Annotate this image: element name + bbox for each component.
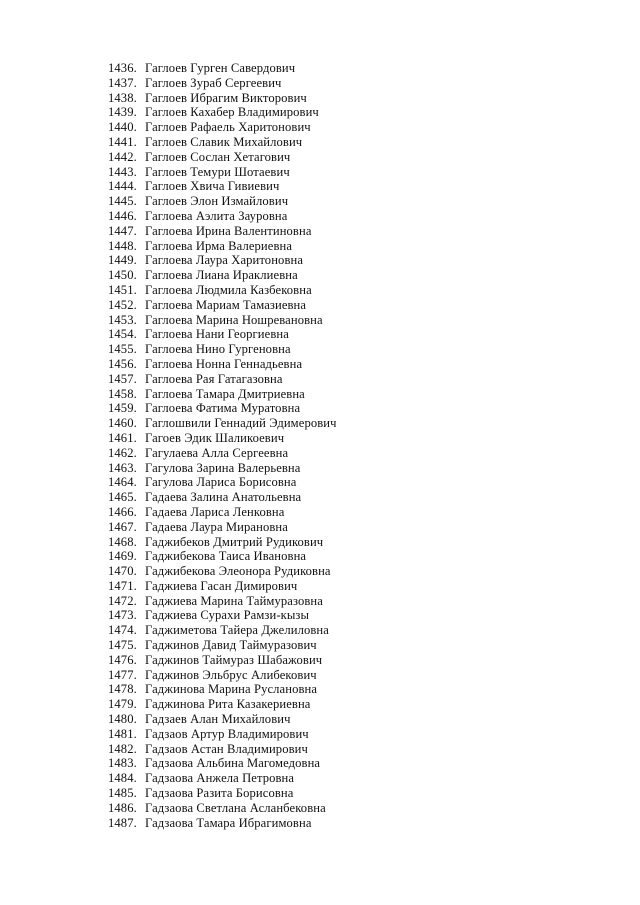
entry-number: 1464. xyxy=(108,475,137,490)
list-item xyxy=(108,727,337,742)
list-item xyxy=(108,594,337,609)
list-item xyxy=(108,401,337,416)
list-item xyxy=(108,816,337,831)
entry-full-name: Гаглоева Аэлита Зауровна xyxy=(145,208,288,223)
entry-number: 1462. xyxy=(108,445,137,460)
entry-number: 1469. xyxy=(108,549,137,564)
list-item xyxy=(108,357,337,372)
entry-number: 1477. xyxy=(108,667,137,682)
entry-number: 1486. xyxy=(108,800,137,815)
entry-number: 1439. xyxy=(108,105,137,120)
entry-number: 1440. xyxy=(108,120,137,135)
entry-full-name: Гаглоева Фатима Муратовна xyxy=(145,401,301,416)
list-item xyxy=(108,342,337,357)
list-item xyxy=(108,327,337,342)
list-item xyxy=(108,224,337,239)
list-item xyxy=(108,697,337,712)
list-item xyxy=(108,253,337,268)
entry-number: 1456. xyxy=(108,356,137,371)
list-item xyxy=(108,505,337,520)
entry-full-name: Гагулаева Алла Сергеевна xyxy=(145,445,289,460)
entry-number: 1453. xyxy=(108,312,137,327)
list-item xyxy=(108,535,337,550)
list-item xyxy=(108,579,337,594)
entry-full-name: Гаглоева Людмила Казбековна xyxy=(145,282,312,297)
entry-number: 1443. xyxy=(108,164,137,179)
list-item xyxy=(108,682,337,697)
list-item xyxy=(108,416,337,431)
entry-number: 1483. xyxy=(108,756,137,771)
entry-full-name: Гаглоев Гурген Савердович xyxy=(145,61,296,75)
entry-number: 1475. xyxy=(108,638,137,653)
entry-number: 1442. xyxy=(108,149,137,164)
entry-full-name: Гаджибекова Таиса Ивановна xyxy=(145,549,307,564)
list-item xyxy=(108,372,337,387)
list-item xyxy=(108,786,337,801)
entry-full-name: Гаглоев Хвича Гивиевич xyxy=(145,179,280,194)
list-item xyxy=(108,91,337,106)
entry-number: 1441. xyxy=(108,134,137,149)
entry-full-name: Гадаева Лариса Ленковна xyxy=(145,504,285,519)
entry-number: 1461. xyxy=(108,430,137,445)
entry-full-name: Гагулова Лариса Борисовна xyxy=(145,475,297,490)
list-item xyxy=(108,475,337,490)
entry-number: 1438. xyxy=(108,90,137,105)
entry-full-name: Гадзаова Разита Борисовна xyxy=(145,786,294,801)
entry-number: 1471. xyxy=(108,578,137,593)
list-item xyxy=(108,283,337,298)
list-item xyxy=(108,771,337,786)
entry-full-name: Гаглоева Тамара Дмитриевна xyxy=(145,386,305,401)
list-item xyxy=(108,446,337,461)
entry-full-name: Гадзаев Алан Михайлович xyxy=(145,712,291,727)
entry-number: 1446. xyxy=(108,208,137,223)
entry-number: 1465. xyxy=(108,490,137,505)
entry-number: 1481. xyxy=(108,726,137,741)
list-item xyxy=(108,165,337,180)
entry-number: 1450. xyxy=(108,268,137,283)
entry-full-name: Гаглоева Рая Гатагазовна xyxy=(145,371,283,386)
list-item xyxy=(108,756,337,771)
list-item xyxy=(108,194,337,209)
entry-number: 1466. xyxy=(108,504,137,519)
entry-number: 1447. xyxy=(108,223,137,238)
entry-number: 1459. xyxy=(108,401,137,416)
entry-full-name: Гаглоева Лаура Харитоновна xyxy=(145,253,304,268)
entry-full-name: Гаглоев Ибрагим Викторович xyxy=(145,90,307,105)
entry-full-name: Гаджинова Рита Казакериевна xyxy=(145,697,311,712)
entry-full-name: Гагулова Зарина Валерьевна xyxy=(145,460,301,475)
entry-full-name: Гаглошвили Геннадий Эдимерович xyxy=(145,416,337,431)
list-item xyxy=(108,742,337,757)
entry-full-name: Гаглоева Ирма Валериевна xyxy=(145,238,293,253)
entry-full-name: Гаджиева Гасан Димирович xyxy=(145,578,298,593)
entry-full-name: Гаглоев Рафаель Харитонович xyxy=(145,120,311,135)
entry-full-name: Гагоев Эдик Шаликоевич xyxy=(145,430,285,445)
entry-full-name: Гаглоева Ирина Валентиновна xyxy=(145,223,312,238)
entry-full-name: Гадзаова Светлана Асланбековна xyxy=(145,800,326,815)
list-item xyxy=(108,712,337,727)
list-item xyxy=(108,461,337,476)
list-item xyxy=(108,431,337,446)
entry-number: 1455. xyxy=(108,342,137,357)
entry-full-name: Гаглоев Сослан Хетагович xyxy=(145,149,291,164)
entry-number: 1437. xyxy=(108,75,137,90)
entry-number: 1457. xyxy=(108,371,137,386)
list-item xyxy=(108,150,337,165)
entry-full-name: Гадзаов Астан Владимирович xyxy=(145,741,308,756)
entry-full-name: Гаджибеков Дмитрий Рудикович xyxy=(145,534,324,549)
list-item xyxy=(108,135,337,150)
entry-number: 1452. xyxy=(108,297,137,312)
list-item xyxy=(108,298,337,313)
list-item xyxy=(108,520,337,535)
entry-number: 1476. xyxy=(108,652,137,667)
entry-full-name: Гаглоева Нино Гургеновна xyxy=(145,342,291,357)
list-item xyxy=(108,268,337,283)
list-item xyxy=(108,61,337,76)
entry-number: 1444. xyxy=(108,179,137,194)
entry-number: 1449. xyxy=(108,253,137,268)
entry-number: 1460. xyxy=(108,416,137,431)
list-item xyxy=(108,623,337,638)
entry-number: 1482. xyxy=(108,741,137,756)
list-item xyxy=(108,490,337,505)
entry-full-name: Гадаева Лаура Мирановна xyxy=(145,519,288,534)
entry-number: 1436. xyxy=(108,61,137,75)
entry-full-name: Гаглоева Нани Георгиевна xyxy=(145,327,289,342)
entry-full-name: Гаглоев Кахабер Владимирович xyxy=(145,105,319,120)
entry-number: 1479. xyxy=(108,697,137,712)
entry-full-name: Гаджинова Марина Руслановна xyxy=(145,682,318,697)
entry-number: 1470. xyxy=(108,564,137,579)
entry-full-name: Гадзаов Артур Владимирович xyxy=(145,726,309,741)
entry-full-name: Гадзаова Альбина Магомедовна xyxy=(145,756,321,771)
entry-number: 1451. xyxy=(108,282,137,297)
entry-full-name: Гадзаова Анжела Петровна xyxy=(145,771,295,786)
list-item xyxy=(108,564,337,579)
list-item xyxy=(108,105,337,120)
entry-full-name: Гаджинов Таймураз Шабажович xyxy=(145,652,323,667)
entry-full-name: Гаглоев Темури Шотаевич xyxy=(145,164,290,179)
entry-number: 1458. xyxy=(108,386,137,401)
entry-number: 1454. xyxy=(108,327,137,342)
list-item xyxy=(108,608,337,623)
list-item xyxy=(108,120,337,135)
list-item xyxy=(108,549,337,564)
entry-full-name: Гаглоев Элон Измайлович xyxy=(145,194,289,209)
entry-number: 1472. xyxy=(108,593,137,608)
entry-full-name: Гаглоева Нонна Геннадьевна xyxy=(145,356,303,371)
entry-full-name: Гадзаова Тамара Ибрагимовна xyxy=(145,815,312,830)
entry-number: 1484. xyxy=(108,771,137,786)
entry-full-name: Гаджиева Марина Таймуразовна xyxy=(145,593,323,608)
entry-full-name: Гаджибекова Элеонора Рудиковна xyxy=(145,564,331,579)
entry-full-name: Гаджинов Давид Таймуразович xyxy=(145,638,317,653)
entry-full-name: Гаджиметова Тайера Джелиловна xyxy=(145,623,329,638)
name-list xyxy=(108,61,337,830)
entry-full-name: Гаглоев Зураб Сергеевич xyxy=(145,75,282,90)
list-item xyxy=(108,209,337,224)
entry-number: 1485. xyxy=(108,786,137,801)
list-item xyxy=(108,239,337,254)
list-item xyxy=(108,313,337,328)
entry-number: 1448. xyxy=(108,238,137,253)
entry-number: 1468. xyxy=(108,534,137,549)
entry-number: 1474. xyxy=(108,623,137,638)
entry-full-name: Гаглоева Марина Ношревановна xyxy=(145,312,323,327)
list-item xyxy=(108,653,337,668)
list-item xyxy=(108,801,337,816)
list-item xyxy=(108,387,337,402)
entry-number: 1473. xyxy=(108,608,137,623)
entry-number: 1480. xyxy=(108,712,137,727)
entry-number: 1478. xyxy=(108,682,137,697)
entry-full-name: Гаглоев Славик Михайлович xyxy=(145,134,303,149)
entry-number: 1463. xyxy=(108,460,137,475)
list-item xyxy=(108,668,337,683)
list-item xyxy=(108,179,337,194)
entry-full-name: Гадаева Залина Анатольевна xyxy=(145,490,302,505)
list-item xyxy=(108,76,337,91)
entry-full-name: Гаджинов Эльбрус Алибекович xyxy=(145,667,317,682)
list-item xyxy=(108,638,337,653)
entry-number: 1445. xyxy=(108,194,137,209)
entry-number: 1487. xyxy=(108,815,137,830)
entry-number: 1467. xyxy=(108,519,137,534)
entry-full-name: Гаглоева Мариам Тамазиевна xyxy=(145,297,307,312)
entry-full-name: Гаглоева Лиана Ираклиевна xyxy=(145,268,298,283)
entry-full-name: Гаджиева Сурахи Рамзи-кызы xyxy=(145,608,310,623)
